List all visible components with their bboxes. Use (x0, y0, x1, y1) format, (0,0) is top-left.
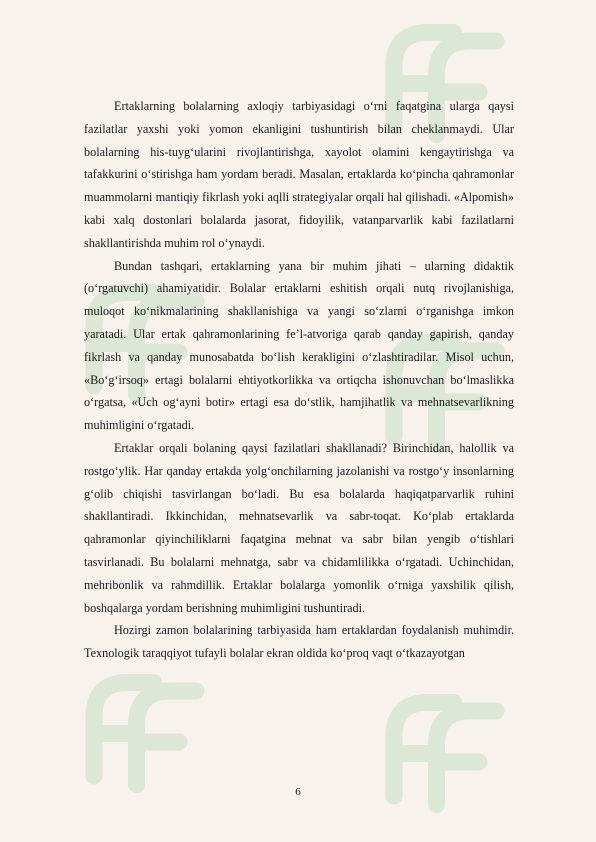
paragraph: Ertaklarning bolalarning axloqiy tarbiyasidagi o‘rni faqatgina ularga qaysi fazilatlar yaxshi yoki yomon ekanligini tushuntirish bilan cheklanmaydi. Ular bolalarning his-tuyg‘ularini rivojlantirishga, xayolot olamini kengaytirishga va tafakkurini o‘stirishga ham yordam beradi. Masalan, ertaklarda ko‘pincha qahramonlar muammolarni mantiqiy fikrlash yoki aqlli strategiyalar orqali hal qilishadi. «Alpomish» kabi xalq dostonlari bolalarda jasorat, fidoyilik, vatanparvarlik kabi fazilatlarni shakllantirishda muhim rol o‘ynaydi. (84, 99, 514, 250)
watermark-logo-icon (360, 660, 530, 830)
page-number: 6 (295, 786, 301, 798)
watermark-logo-icon (60, 640, 230, 810)
paragraph: Bundan tashqari, ertaklarning yana bir muhim jihati – ularning didaktik (o‘rgatuvchi) ahamiyatidir. Bolalar ertaklarni eshitish orqali nutq rivojlanishiga, muloqot ko‘nikmalarining shakllanishiga va yangi so‘zlarni o‘rganishga imkon yaratadi. Ular ertak qahramonlarining fe’l-atvoriga qarab qanday gapirish, qanday fikrlash va qanday munosabatda bo‘lish kerakligini o‘zlashtiradilar. Misol uchun, «Bo‘g‘irsoq» ertagi bolalarni ehtiyotkorlikka va ortiqcha ishonuvchan bo‘lmaslikka o‘rgatsa, «Uch og‘ayni botir» ertagi esa do‘stlik, hamjihatlik va mehnatsevarlikning muhimligini o‘rgatadi. (84, 258, 514, 433)
body-text (84, 95, 514, 665)
paragraph: Hozirgi zamon bolalarining tarbiyasida ham ertaklardan foydalanish muhimdir. Texnologik taraqqiyot tufayli bolalar ekran oldida ko‘proq vaqt o‘tkazayotgan (84, 623, 514, 661)
paragraph: Ertaklar orqali bolaning qaysi fazilatlari shakllanadi? Birinchidan, halollik va rostgo‘ylik. Har qanday ertakda yolg‘onchilarning jazolanishi va rostgo‘y insonlarning g‘olib chiqishi tasvirlangan bo‘ladi. Bu esa bolalarda haqiqatparvarlik ruhini shakllantiradi. Ikkinchidan, mehnatsevarlik va sabr-toqat. Ko‘plab ertaklarda qahramonlar qiyinchiliklarni faqatgina mehnat va sabr bilan yengib o‘tishlari tasvirlanadi. Bu bolalarni mehnatga, sabr va chidamlilikka o‘rgatadi. Uchinchidan, mehribonlik va rahmdillik. Ertaklar bolalarga yomonlik o‘rniga yaxshilik qilish, boshqalarga yordam berishning muhimligini tushuntiradi. (84, 440, 514, 615)
